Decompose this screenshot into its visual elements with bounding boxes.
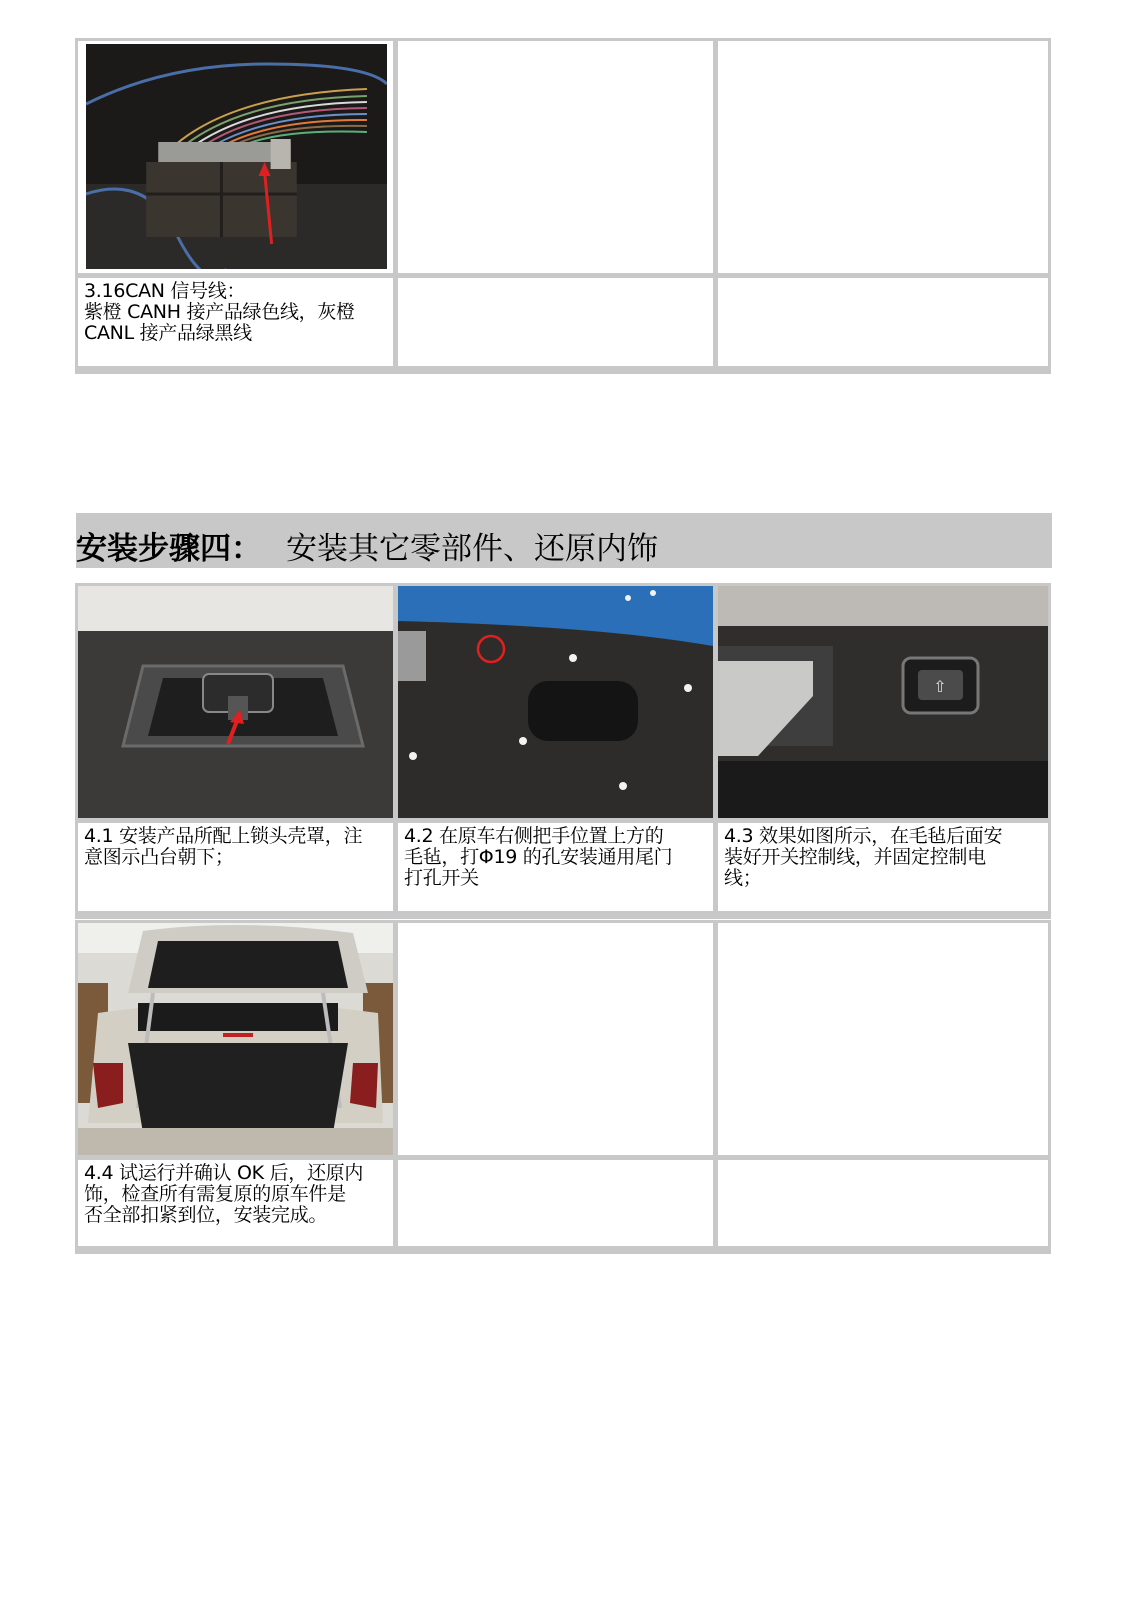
empty-cell <box>398 41 713 273</box>
photo-can-connector <box>78 41 393 273</box>
table-step-3 <box>75 38 1051 374</box>
table-step-4-row-1 <box>75 583 1051 919</box>
section-heading-step-4 <box>76 513 1052 568</box>
switch-installed-image <box>718 586 1048 818</box>
photo-lock-cover <box>78 586 393 818</box>
caption-4-3: 4.3 效果如图所示，在毛毡后面安 装好开关控制线，并固定控制电 线； <box>718 823 1048 911</box>
caption-4-4: 4.4 试运行并确认 OK 后，还原内 饰，检查所有需复原的原车件是 否全部扣紧到位，安装完成。 <box>78 1160 393 1246</box>
photo-trunk-felt-drill <box>398 586 713 818</box>
empty-cell <box>718 278 1048 366</box>
photo-switch-installed <box>718 586 1048 818</box>
caption-4-1: 4.1 安装产品所配上锁头壳罩，注 意图示凸台朝下； <box>78 823 393 911</box>
caption-4-2: 4.2 在原车右侧把手位置上方的 毛毡，打Φ19 的孔安装通用尾门 打孔开关 <box>398 823 713 911</box>
table-step-4-row-2 <box>75 920 1051 1254</box>
trunk-open-image <box>78 923 393 1155</box>
empty-cell <box>718 1160 1048 1246</box>
caption-3-16: 3.16CAN 信号线： 紫橙 CANH 接产品绿色线，灰橙 CANL 接产品绿黑线 <box>78 278 393 366</box>
heading-rest: 安装其它零部件、还原内饰 <box>286 531 658 567</box>
empty-cell <box>398 923 713 1155</box>
empty-cell <box>398 1160 713 1246</box>
can-wire-connector-image <box>86 44 387 269</box>
lock-cover-image <box>78 586 393 818</box>
photo-trunk-open <box>78 923 393 1155</box>
empty-cell <box>718 923 1048 1155</box>
empty-cell <box>718 41 1048 273</box>
svg-text:⇧: ⇧ <box>933 677 947 696</box>
empty-cell <box>398 278 713 366</box>
heading-bold: 安装步骤四： <box>76 531 262 567</box>
trunk-felt-image <box>398 586 713 818</box>
